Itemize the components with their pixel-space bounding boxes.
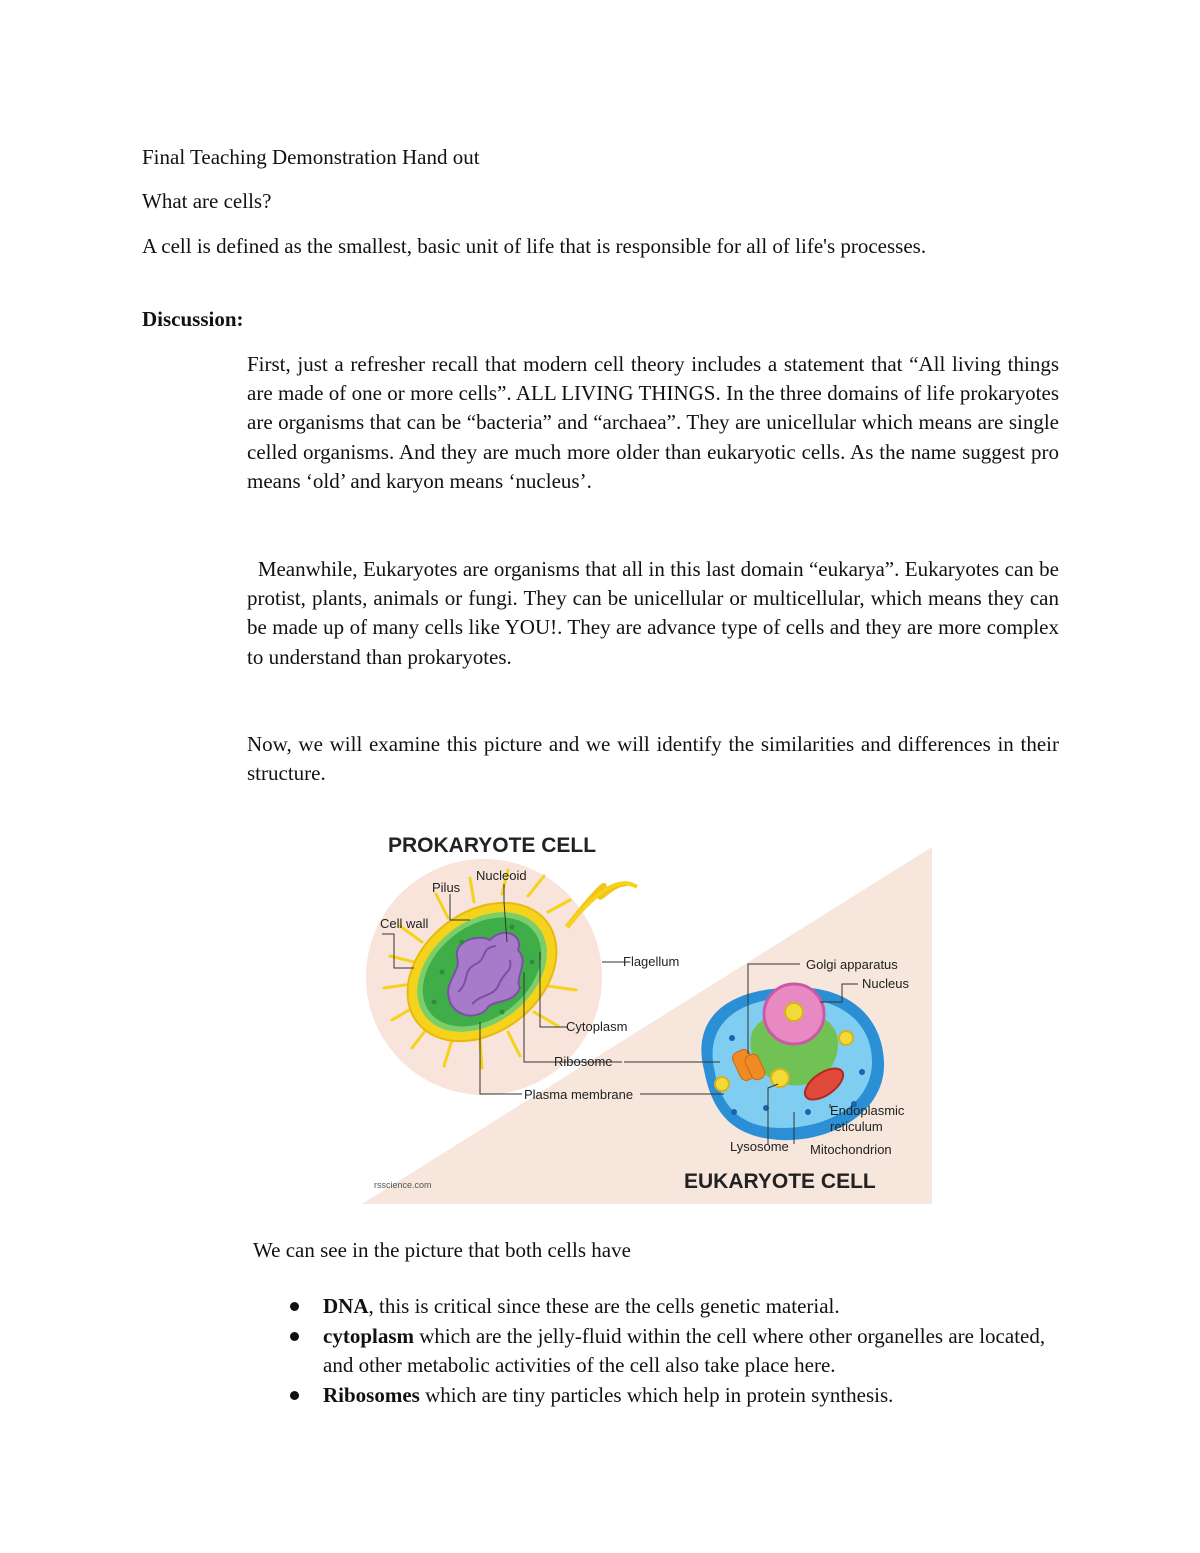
bullet-icon xyxy=(290,1391,299,1400)
paragraph-picture-intro: Now, we will examine this picture and we will identify the similarities and differences in their structure. xyxy=(247,732,1059,786)
list-item xyxy=(290,1292,1070,1322)
list-intro: We can see in the picture that both cells have xyxy=(253,1238,631,1262)
label-flagellum: Flagellum xyxy=(623,954,680,969)
list-text: , this is critical since these are the cells genetic material. xyxy=(368,1294,840,1318)
list-text: which are tiny particles which help in protein synthesis. xyxy=(419,1382,894,1407)
cell-definition: A cell is defined as the smallest, basic unit of life that is responsible for all of life's processes. xyxy=(142,234,927,258)
figure-credit: rsscience.com xyxy=(374,1180,432,1190)
bullet-icon xyxy=(290,1302,299,1311)
label-golgi-apparatus: Golgi apparatus xyxy=(806,957,898,972)
list-term: cytoplasm xyxy=(323,1323,414,1348)
bullet-icon xyxy=(290,1332,299,1341)
label-ribosome: Ribosome xyxy=(554,1054,613,1069)
eukaryote-title: EUKARYOTE CELL xyxy=(684,1170,876,1193)
label-plasma-membrane: Plasma membrane xyxy=(524,1087,634,1102)
handout-title: Final Teaching Demonstration Hand out xyxy=(142,145,480,169)
paragraph-prokaryotes: First, just a refresher recall that modern cell theory includes a statement that “All living things are made of one or more cells”. ALL LIVING THINGS. In the three domains of life prokaryotes are organisms that can be “bacteria” and “archaea”. They are unicellular which means are single celled organisms. And they are much more older than eukaryotic cells. As the name suggest pro means ‘old’ and karyon means ‘nucleus’. xyxy=(247,352,1059,493)
list-item xyxy=(290,1381,1070,1411)
label-cytoplasm: Cytoplasm xyxy=(566,1019,628,1034)
label-er-line2: reticulum xyxy=(830,1119,883,1134)
label-pilus: Pilus xyxy=(432,880,461,895)
prokaryote-title: PROKARYOTE CELL xyxy=(388,834,597,857)
similarities-list xyxy=(290,1292,1070,1410)
label-lysosome: Lysosome xyxy=(730,1139,789,1154)
label-nucleoid: Nucleoid xyxy=(476,868,527,883)
label-mitochondrion: Mitochondrion xyxy=(810,1142,892,1157)
list-text: which are the jelly-fluid within the cell where other organelles are located, and other metabolic activities of the cell also take place here. xyxy=(323,1323,1046,1377)
list-item xyxy=(290,1322,1070,1381)
label-nucleus: Nucleus xyxy=(862,976,909,991)
cell-comparison-figure xyxy=(362,822,932,1204)
label-er-line1: Endoplasmic xyxy=(830,1103,905,1118)
paragraph-eukaryotes: Meanwhile, Eukaryotes are organisms that all in this last domain “eukarya”. Eukaryotes can be protist, plants, animals or fungi. They can be unicellular or multicellular, which means they can be made up of many cells like YOU!. They are advance type of cells and they are more complex to understand than prokaryotes. xyxy=(247,557,1059,669)
list-term: DNA xyxy=(323,1294,369,1318)
label-cell-wall: Cell wall xyxy=(380,916,429,931)
question-heading: What are cells? xyxy=(142,189,272,213)
discussion-heading: Discussion: xyxy=(142,307,244,331)
list-term: Ribosomes xyxy=(323,1382,420,1407)
